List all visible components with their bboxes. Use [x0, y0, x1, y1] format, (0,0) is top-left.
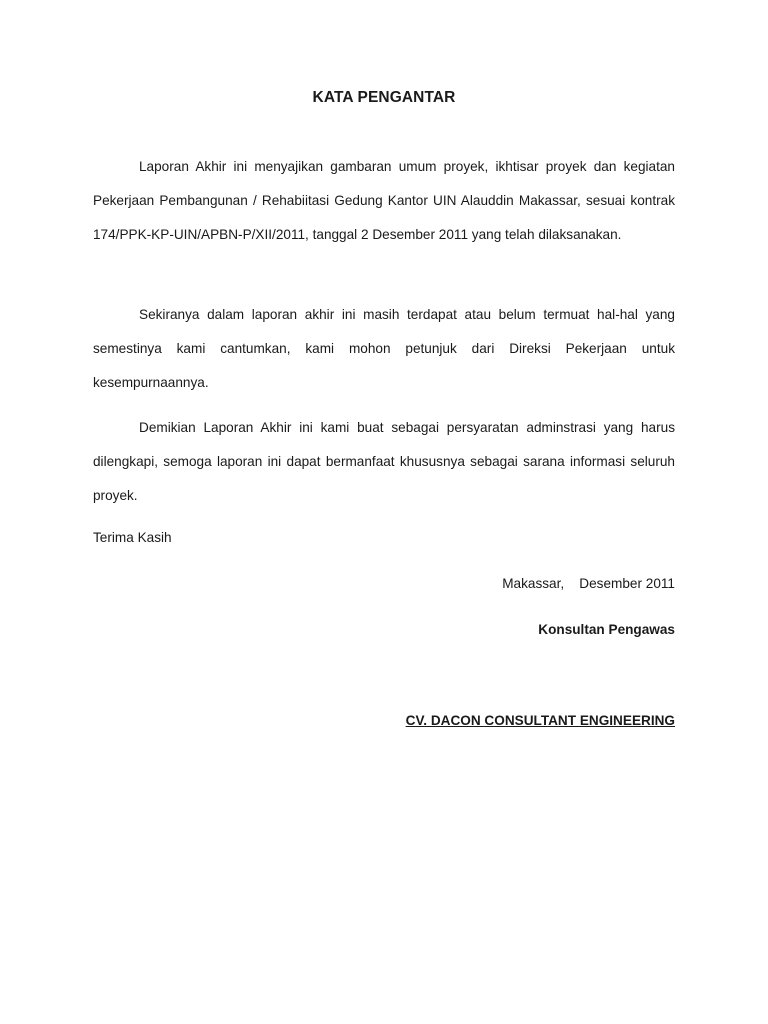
- page-title: KATA PENGANTAR: [312, 89, 456, 106]
- paragraph-closing-statement: [93, 411, 675, 513]
- paragraph-text: Laporan Akhir ini menyajikan gambaran umum proyek, ikhtisar proyek dan kegiatan Pekerjaan Pembangunan / Rehabiitasi Gedung Kantor UIN Alauddin Makassar, sesuai kontrak 174/PPK-KP-UIN/APBN-P/XII/2011, tanggal 2 Desember 2011 yang telah dilaksanakan.: [93, 159, 675, 242]
- closing-greeting: Terima Kasih: [93, 530, 172, 545]
- place-and-date: Makassar, Desember 2011: [502, 576, 675, 591]
- paragraph-intro: [93, 150, 675, 252]
- paragraph-request: [93, 298, 675, 400]
- signatory-role: Konsultan Pengawas: [538, 622, 675, 637]
- paragraph-text: Demikian Laporan Akhir ini kami buat sebagai persyaratan adminstrasi yang harus dilengkapi, semoga laporan ini dapat bermanfaat khususnya sebagai sarana informasi seluruh proyek.: [93, 420, 675, 503]
- paragraph-text: Sekiranya dalam laporan akhir ini masih terdapat atau belum termuat hal-hal yang semestinya kami cantumkan, kami mohon petunjuk dari Direksi Pekerjaan untuk kesempurnaannya.: [93, 307, 675, 390]
- company-name: CV. DACON CONSULTANT ENGINEERING: [405, 713, 675, 728]
